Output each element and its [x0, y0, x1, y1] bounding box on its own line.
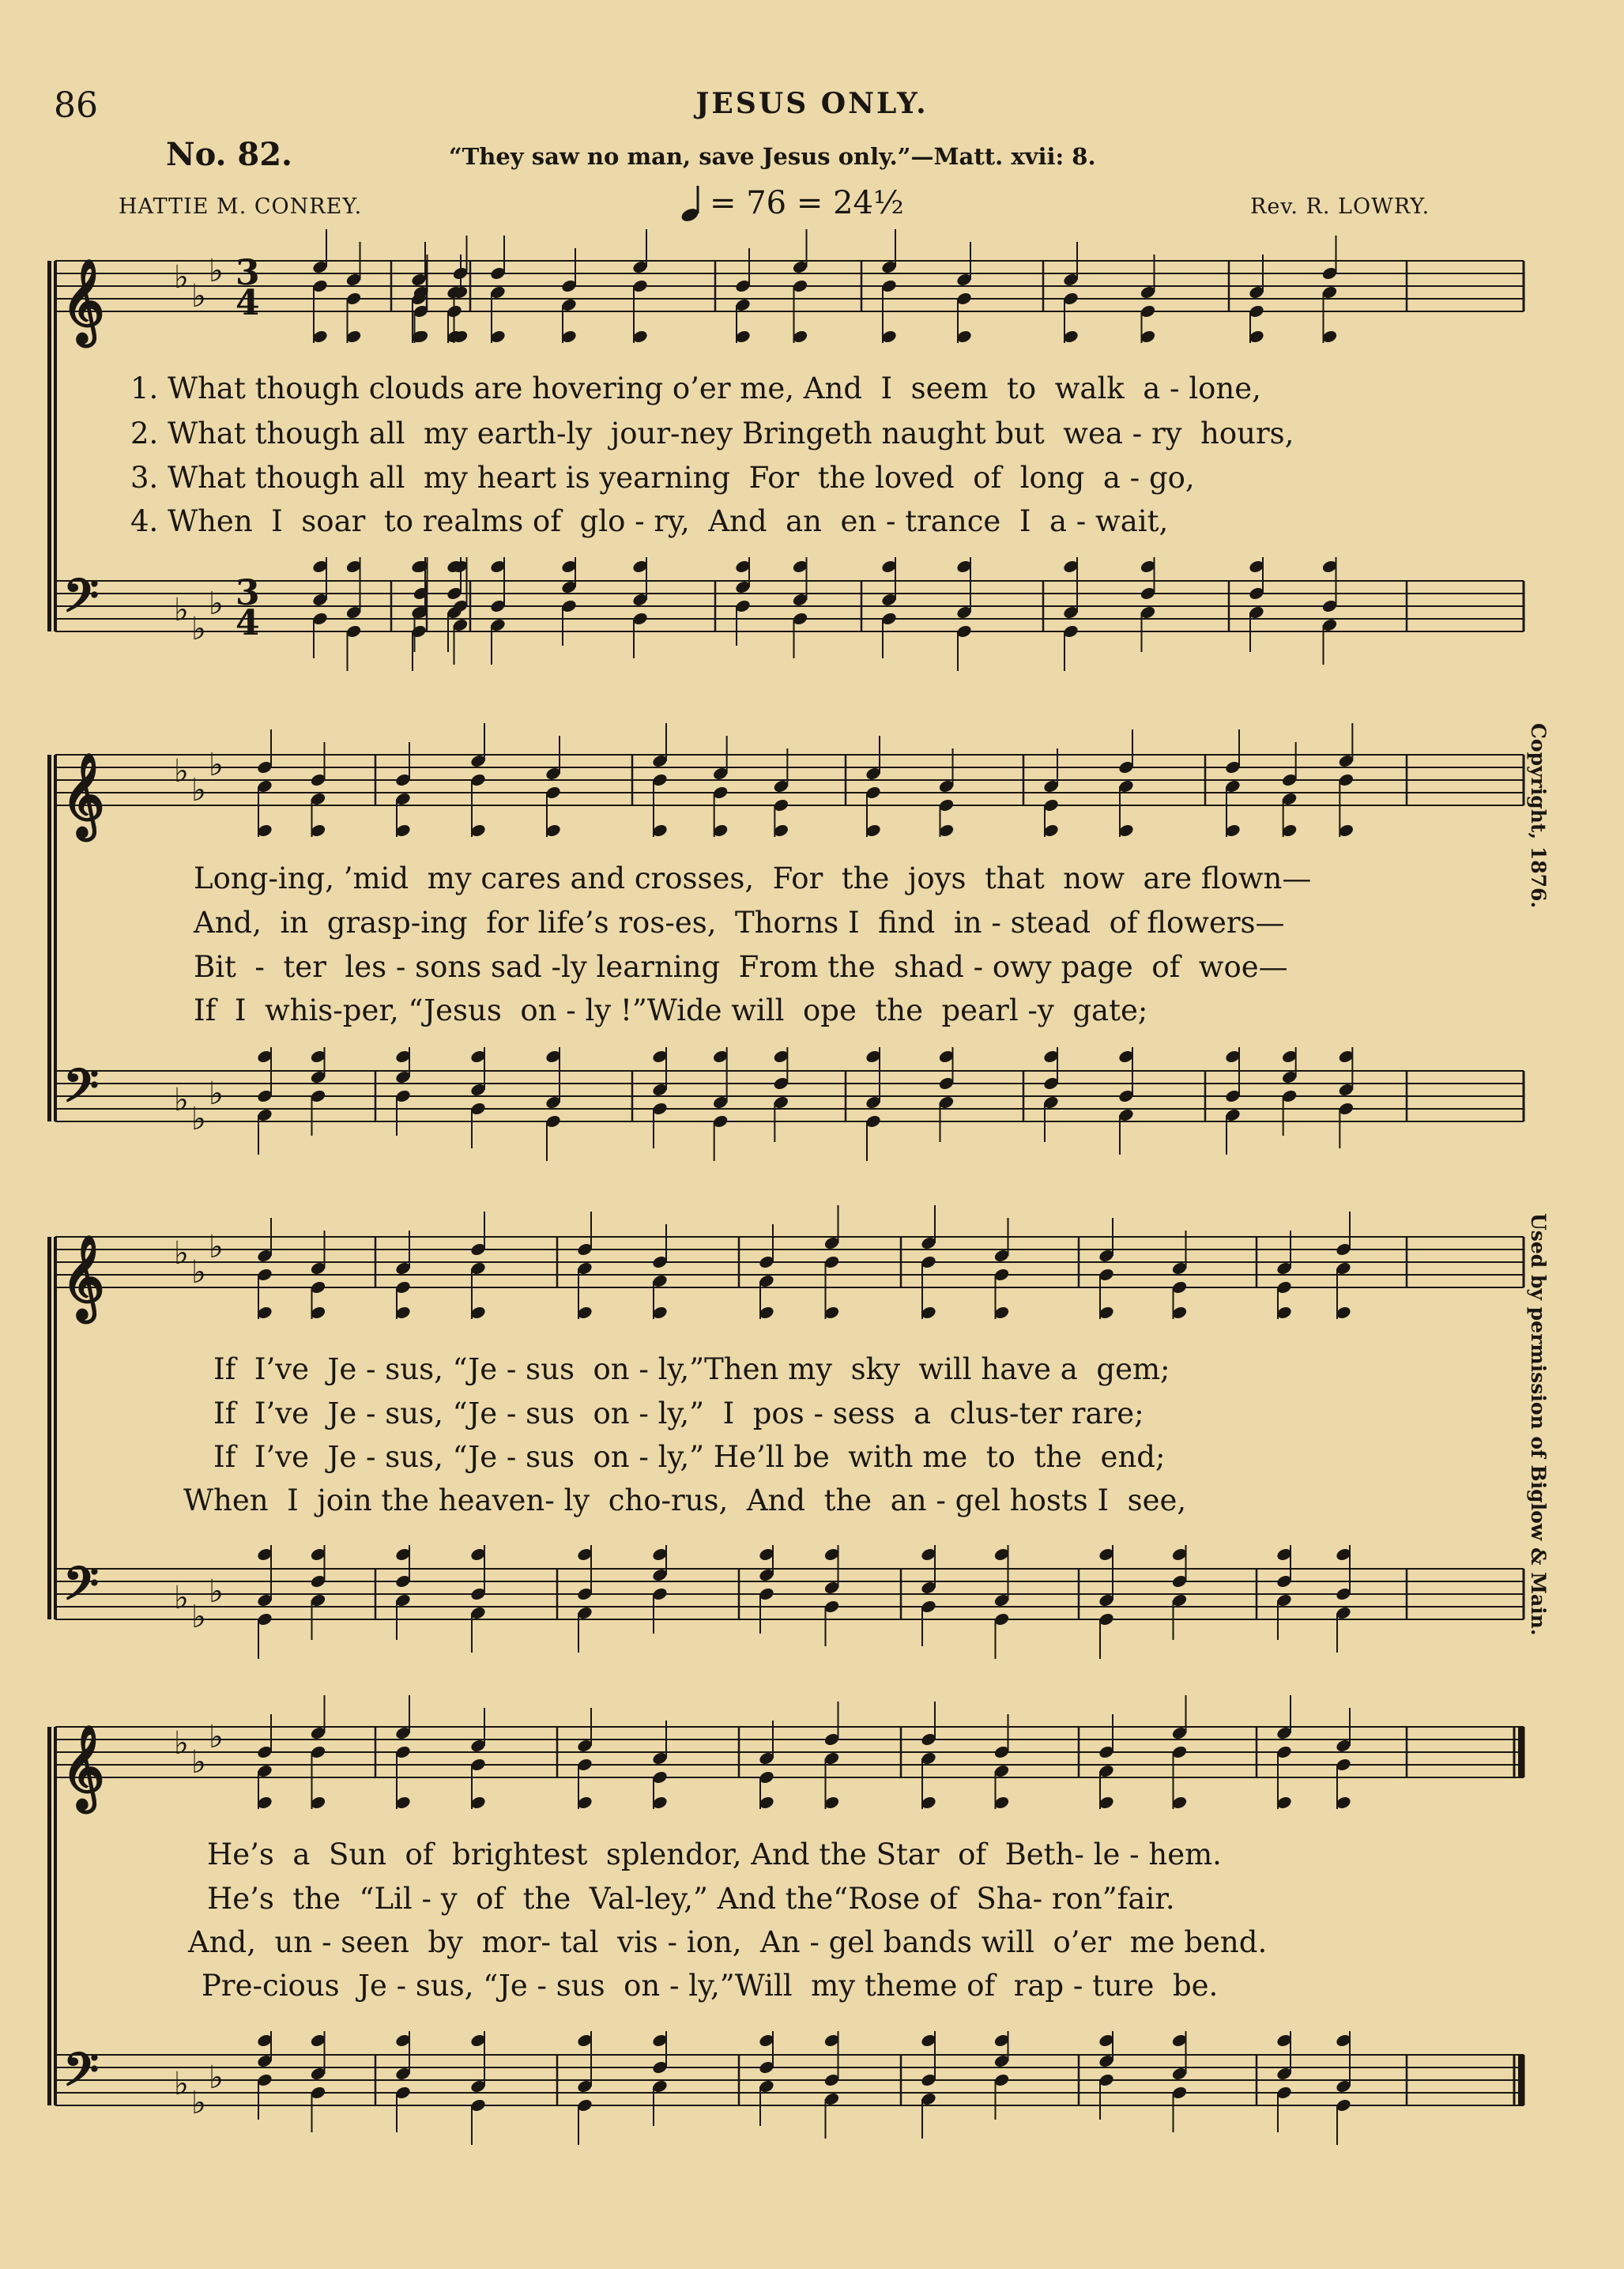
flat-icon: ♭ — [191, 771, 206, 808]
lyric-line: He’s the “Lil - y of the Val-ley,” And the“Rose of Sha- ron”fair. — [207, 1882, 1175, 1916]
lyric-line: 3. What though all my heart is yearning For the loved of long a - go, — [130, 461, 1195, 495]
flat-icon: ♭ — [191, 1100, 206, 1137]
flat-icon: ♭ — [209, 585, 224, 622]
composer: Rev. R. LOWRY. — [1250, 194, 1430, 219]
treble-clef-icon: 𝄞 — [62, 1724, 105, 1809]
time-signature-bottom: 4 — [235, 283, 260, 323]
treble-clef-icon: 𝄞 — [62, 1234, 105, 1319]
treble-clef-icon: 𝄞 — [62, 258, 105, 343]
flat-icon: ♭ — [209, 1228, 224, 1265]
permission-note: Used by permission of Biglow & Main. — [1527, 1213, 1550, 1636]
lyric-line: He’s a Sun of brightest splendor, And the Star of Beth- le - hem. — [207, 1837, 1222, 1871]
flat-icon: ♭ — [209, 1718, 224, 1755]
flat-icon: ♭ — [174, 258, 189, 296]
hymn-number: No. 82. — [166, 136, 292, 173]
bass-clef-icon: 𝄢 — [63, 1058, 100, 1124]
system-bracket-bar — [47, 1237, 51, 1619]
flat-icon: ♭ — [209, 252, 224, 289]
lyric-line: If I’ve Je - sus, “Je - sus on - ly,”Then my sky will have a gem; — [213, 1352, 1170, 1386]
lyric-line: 4. When I soar to realms of glo - ry, And an en - trance I a - wait, — [130, 504, 1169, 538]
lyric-line: If I’ve Je - sus, “Je - sus on - ly,” I pos - sess a clus-ter rare; — [213, 1396, 1144, 1430]
time-signature-bottom: 4 — [235, 603, 260, 643]
lyric-line: Bit - ter les - sons sad -ly learning From the shad - owy page of woe— — [194, 950, 1288, 984]
flat-icon: ♭ — [174, 752, 189, 790]
flat-icon: ♭ — [209, 1075, 224, 1112]
flat-icon: ♭ — [191, 1598, 206, 1635]
time-signature-top: 3 — [235, 573, 260, 613]
flat-icon: ♭ — [209, 2059, 224, 2096]
flat-icon: ♭ — [209, 1573, 224, 1610]
lyric-line: Pre-cious Je - sus, “Je - sus on - ly,”Will my theme of rap - ture be. — [202, 1969, 1219, 2003]
copyright-note: Copyright, 1876. — [1527, 723, 1550, 909]
time-signature-top: 3 — [235, 253, 260, 293]
flat-icon: ♭ — [174, 591, 189, 628]
flat-icon: ♭ — [191, 2084, 206, 2121]
lyric-line: When I join the heaven- ly cho-rus, And the an - gel hosts I see, — [183, 1483, 1187, 1517]
tempo-text: = 76 = 24½ — [710, 185, 904, 221]
lyric-line: 2. What though all my earth-ly jour-ney Bringeth naught but wea - ry hours, — [130, 416, 1294, 450]
flat-icon: ♭ — [174, 1724, 189, 1762]
lyric-line: If I’ve Je - sus, “Je - sus on - ly,” He’ll be with me to the end; — [213, 1440, 1166, 1474]
bass-clef-icon: 𝄢 — [63, 568, 100, 634]
page-title: JESUS ONLY. — [695, 87, 929, 120]
flat-icon: ♭ — [209, 746, 224, 783]
lyric-line: And, un - seen by mor- tal vis - ion, An - gel bands will o’er me bend. — [188, 1925, 1268, 1959]
lyric-line: If I whis-per, “Jesus on - ly !”Wide will ope the pearl -y gate; — [194, 993, 1148, 1027]
lyric-line: 1. What though clouds are hovering o’er me, And I seem to walk a - lone, — [130, 371, 1261, 405]
flat-icon: ♭ — [191, 277, 206, 315]
treble-clef-icon: 𝄞 — [62, 752, 105, 837]
bass-clef-icon: 𝄢 — [63, 1556, 100, 1622]
epigraph: “They saw no man, save Jesus only.”—Matt. xvii: 8. — [449, 143, 1096, 170]
system-bracket-bar — [47, 261, 51, 631]
flat-icon: ♭ — [174, 1579, 189, 1616]
lyric-line: And, in grasp-ing for life’s ros-es, Thorns I find in - stead of flowers— — [194, 906, 1285, 940]
page-number: 86 — [54, 85, 98, 126]
flat-icon: ♭ — [174, 1081, 189, 1118]
flat-icon: ♭ — [191, 1743, 206, 1781]
flat-icon: ♭ — [174, 2065, 189, 2102]
flat-icon: ♭ — [191, 610, 206, 647]
bass-clef-icon: 𝄢 — [63, 2042, 100, 2108]
lyricist: HATTIE M. CONREY. — [119, 194, 363, 219]
flat-icon: ♭ — [174, 1234, 189, 1272]
flat-icon: ♭ — [191, 1253, 206, 1291]
system-bracket-bar — [47, 755, 51, 1121]
system-bracket-bar — [47, 1727, 51, 2105]
lyric-line: Long-ing, ’mid my cares and crosses, For the joys that now are flown— — [194, 861, 1312, 895]
